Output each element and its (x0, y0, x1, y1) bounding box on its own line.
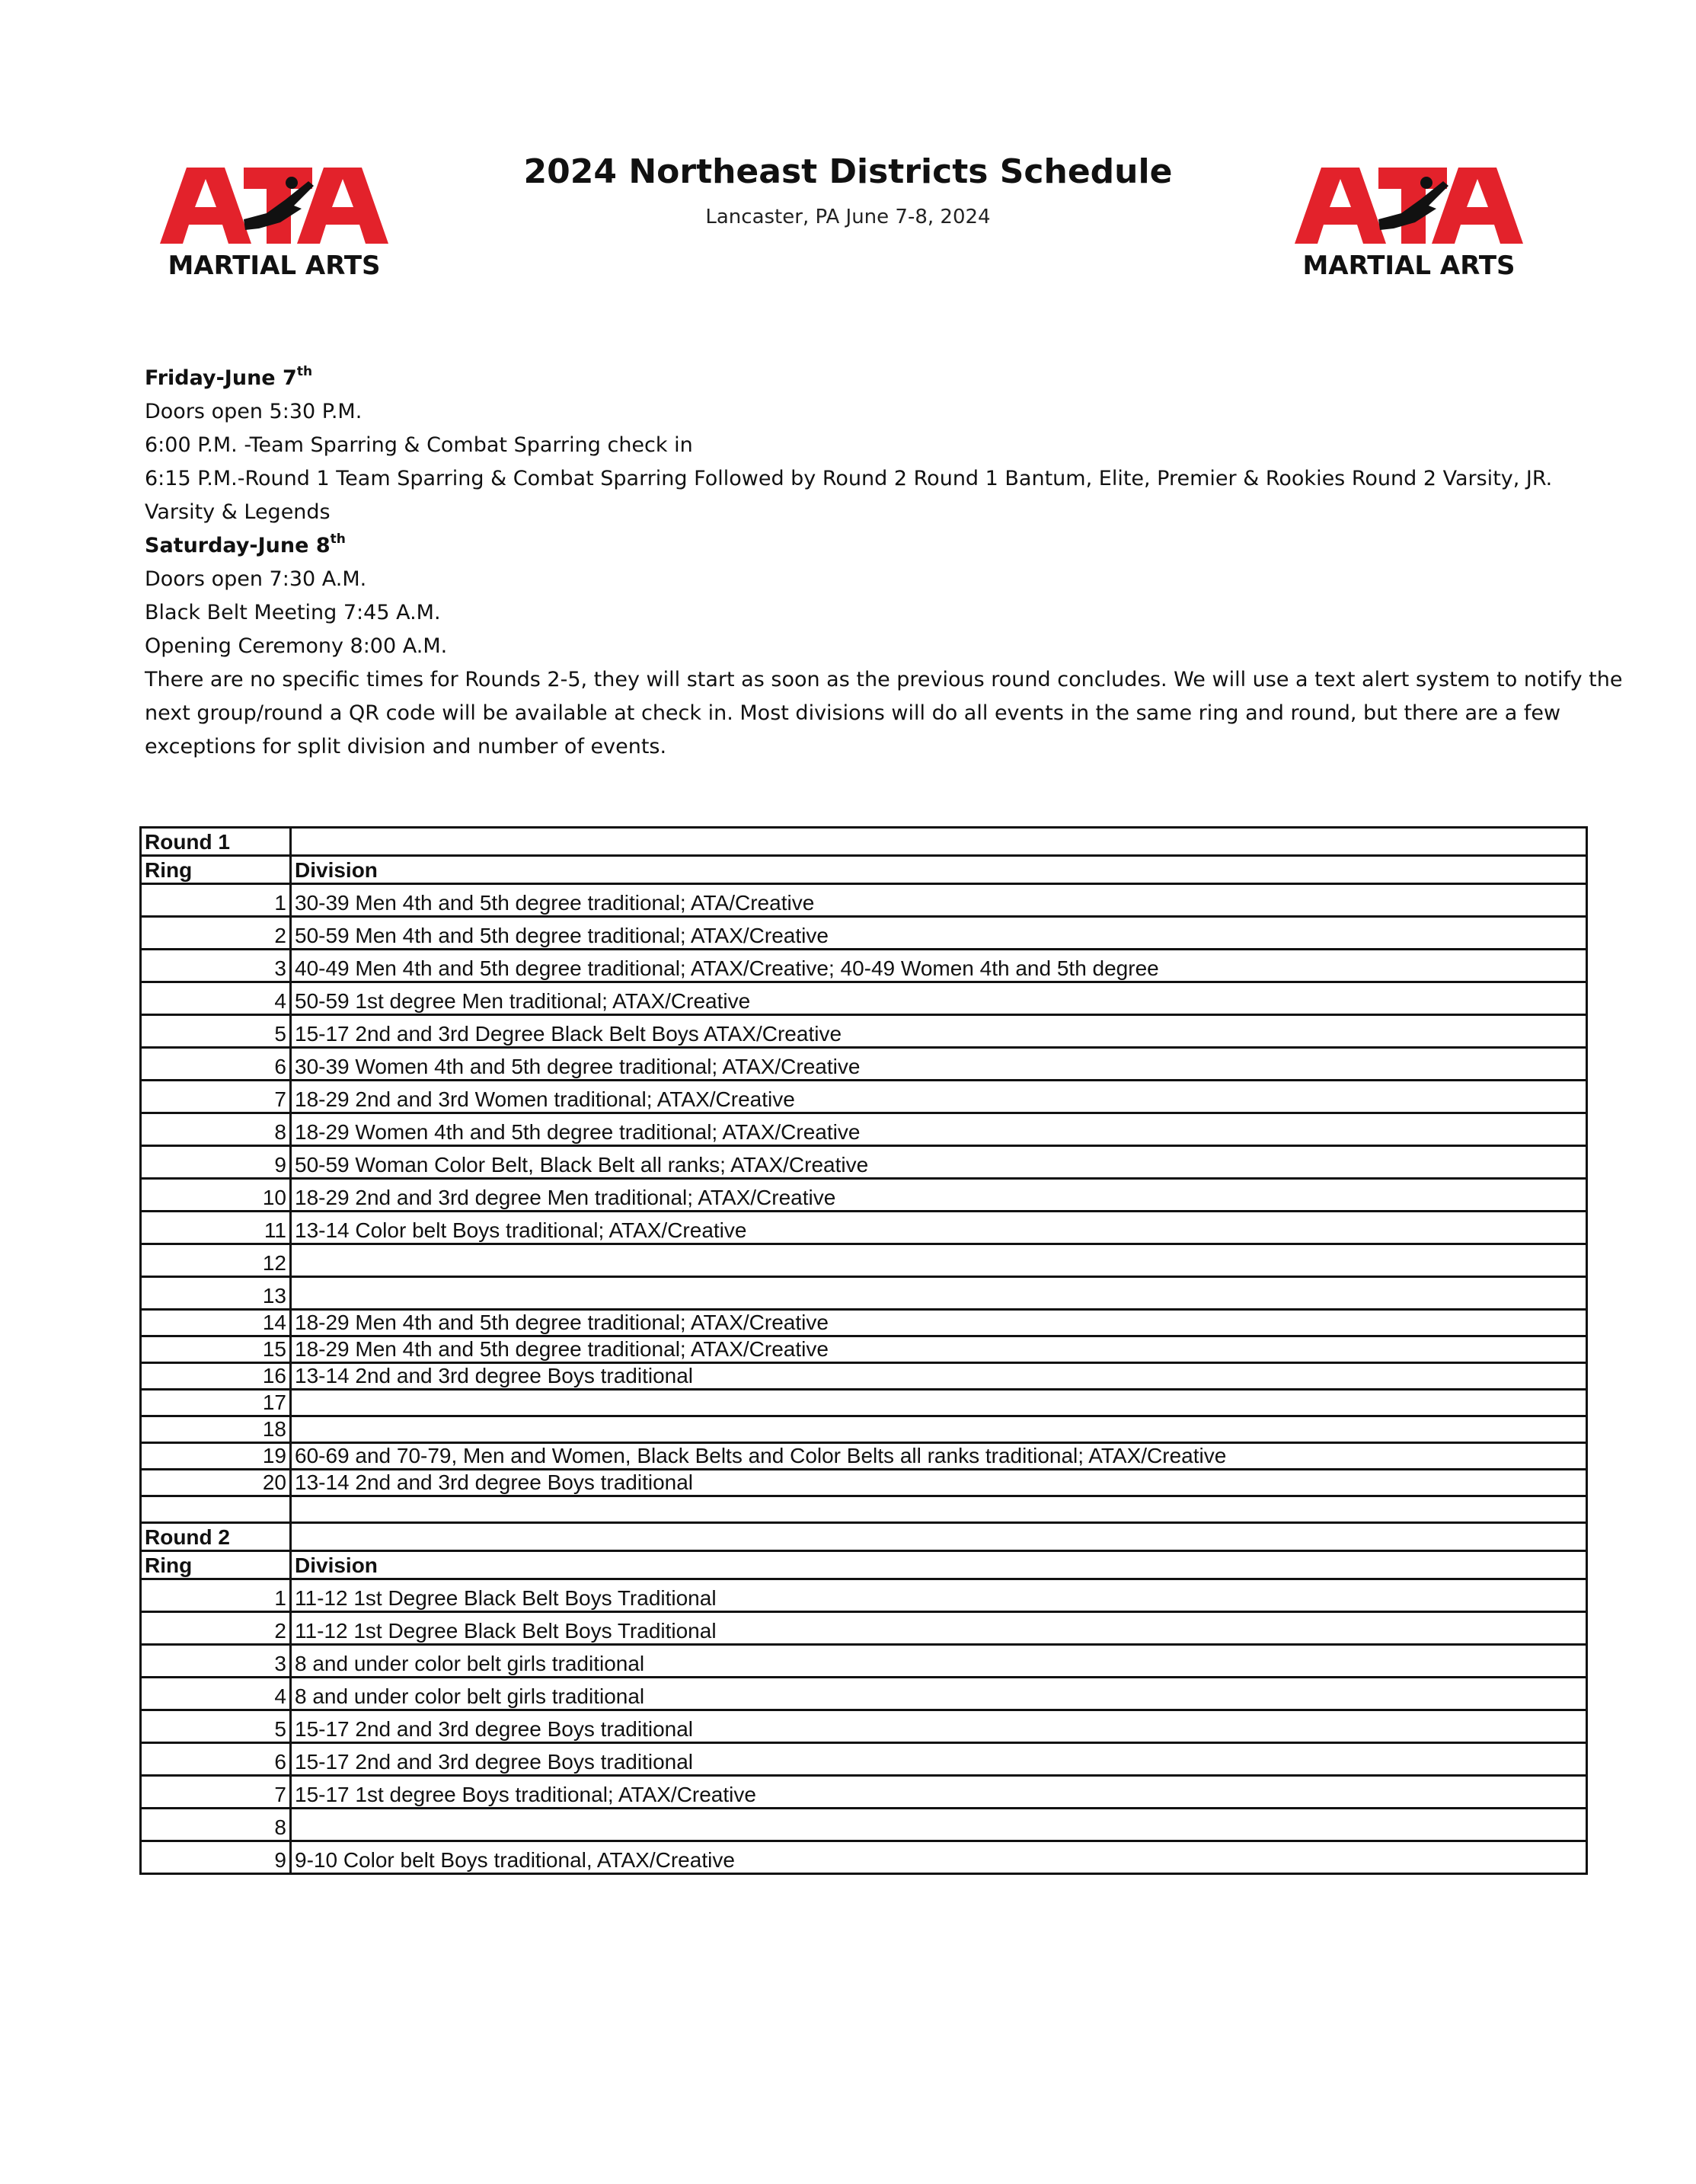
ring-number: 12 (141, 1244, 291, 1277)
division-cell: 15-17 2nd and 3rd degree Boys traditional (291, 1743, 1587, 1776)
division-cell (291, 1244, 1587, 1277)
division-cell: 40-49 Men 4th and 5th degree traditional; ATAX/Creative; 40-49 Women 4th and 5th degree (291, 950, 1587, 982)
division-cell: 18-29 2nd and 3rd degree Men traditional; ATAX/Creative (291, 1179, 1587, 1212)
division-cell: 18-29 2nd and 3rd Women traditional; ATAX/Creative (291, 1081, 1587, 1113)
round-label-row (141, 828, 1587, 856)
page-title: 2024 Northeast Districts Schedule (523, 152, 1173, 191)
division-cell: 18-29 Men 4th and 5th degree traditional; ATAX/Creative (291, 1310, 1587, 1336)
division-cell: 18-29 Men 4th and 5th degree traditional; ATAX/Creative (291, 1336, 1587, 1363)
ring-number: 3 (141, 1645, 291, 1678)
table-row (141, 1443, 1587, 1470)
table-row (141, 1579, 1587, 1612)
friday-heading: Friday-June 7th (145, 364, 313, 390)
division-cell: 11-12 1st Degree Black Belt Boys Traditional (291, 1612, 1587, 1645)
ring-number: 8 (141, 1113, 291, 1146)
division-cell: 15-17 2nd and 3rd degree Boys traditional (291, 1710, 1587, 1743)
table-row (141, 1179, 1587, 1212)
table-row (141, 1212, 1587, 1244)
ring-number: 7 (141, 1776, 291, 1809)
division-header: Division (291, 856, 1587, 884)
ring-number: 11 (141, 1212, 291, 1244)
ring-number: 2 (141, 1612, 291, 1645)
table-row (141, 1081, 1587, 1113)
ring-number: 8 (141, 1809, 291, 1841)
division-cell: 30-39 Men 4th and 5th degree traditional; ATA/Creative (291, 884, 1587, 917)
table-row (141, 982, 1587, 1015)
division-cell: 50-59 Woman Color Belt, Black Belt all ranks; ATAX/Creative (291, 1146, 1587, 1179)
saturday-line: Black Belt Meeting 7:45 A.M. (145, 601, 441, 624)
ring-header: Ring (141, 856, 291, 884)
ring-number: 1 (141, 1579, 291, 1612)
division-cell: 15-17 2nd and 3rd Degree Black Belt Boys ATAX/Creative (291, 1015, 1587, 1048)
table-row (141, 1743, 1587, 1776)
saturday-line: exceptions for split division and number of events. (145, 735, 667, 758)
table-row (141, 950, 1587, 982)
table-row (141, 1310, 1587, 1336)
division-cell (291, 1809, 1587, 1841)
svg-text:MARTIAL ARTS: MARTIAL ARTS (1302, 251, 1516, 281)
table-row (141, 1390, 1587, 1416)
table-row (141, 1363, 1587, 1390)
round1-label: Round 1 (141, 828, 291, 856)
ring-header: Ring (141, 1551, 291, 1579)
division-cell: 9-10 Color belt Boys traditional, ATAX/Creative (291, 1841, 1587, 1874)
division-cell (291, 1277, 1587, 1310)
table-row (141, 1416, 1587, 1443)
ring-number: 19 (141, 1443, 291, 1470)
table-row (141, 1841, 1587, 1874)
table-row (141, 1470, 1587, 1496)
ring-number: 6 (141, 1743, 291, 1776)
ring-number: 6 (141, 1048, 291, 1081)
ring-number: 2 (141, 917, 291, 950)
schedule-table (139, 826, 1588, 1875)
ring-number: 20 (141, 1470, 291, 1496)
division-cell: 13-14 2nd and 3rd degree Boys traditional (291, 1363, 1587, 1390)
table-row (141, 1113, 1587, 1146)
empty-cell (141, 1496, 291, 1523)
table-row (141, 917, 1587, 950)
ring-number: 4 (141, 1678, 291, 1710)
spacer-row (141, 1496, 1587, 1523)
saturday-line: There are no specific times for Rounds 2-5, they will start as soon as the previous round concludes. We will use a text alert system to notify the (145, 668, 1623, 691)
division-cell (291, 1390, 1587, 1416)
empty-cell (291, 828, 1587, 856)
division-cell: 50-59 1st degree Men traditional; ATAX/Creative (291, 982, 1587, 1015)
page-subtitle: Lancaster, PA June 7-8, 2024 (705, 206, 991, 228)
ring-number: 1 (141, 884, 291, 917)
round2-label: Round 2 (141, 1523, 291, 1551)
division-cell: 18-29 Women 4th and 5th degree traditional; ATAX/Creative (291, 1113, 1587, 1146)
table-row (141, 1645, 1587, 1678)
saturday-line: next group/round a QR code will be available at check in. Most divisions will do all events in the same ring and round, but there are a few (145, 701, 1561, 725)
ring-number: 7 (141, 1081, 291, 1113)
ring-number: 13 (141, 1277, 291, 1310)
ring-number: 18 (141, 1416, 291, 1443)
division-cell (291, 1416, 1587, 1443)
ring-number: 14 (141, 1310, 291, 1336)
table-row (141, 1015, 1587, 1048)
ring-number: 5 (141, 1710, 291, 1743)
friday-line: Varsity & Legends (145, 500, 331, 524)
division-cell: 15-17 1st degree Boys traditional; ATAX/Creative (291, 1776, 1587, 1809)
table-row (141, 1612, 1587, 1645)
friday-line: Doors open 5:30 P.M. (145, 400, 363, 423)
empty-cell (291, 1523, 1587, 1551)
division-header: Division (291, 1551, 1587, 1579)
friday-line: 6:15 P.M.-Round 1 Team Sparring & Combat Sparring Followed by Round 2 Round 1 Bantum, Elite, Premier & Rookies Round 2 Varsity, JR. (145, 467, 1553, 490)
table-row (141, 1678, 1587, 1710)
header-row (141, 1551, 1587, 1579)
division-cell: 8 and under color belt girls traditional (291, 1678, 1587, 1710)
ring-number: 5 (141, 1015, 291, 1048)
table-row (141, 884, 1587, 917)
empty-cell (291, 1496, 1587, 1523)
table-row (141, 1048, 1587, 1081)
ring-number: 17 (141, 1390, 291, 1416)
division-cell: 30-39 Women 4th and 5th degree traditional; ATAX/Creative (291, 1048, 1587, 1081)
table-row (141, 1710, 1587, 1743)
table-row (141, 1336, 1587, 1363)
schedule-notes (145, 362, 1637, 764)
round-label-row (141, 1523, 1587, 1551)
saturday-line: Opening Ceremony 8:00 A.M. (145, 634, 448, 658)
ring-number: 15 (141, 1336, 291, 1363)
division-cell: 13-14 2nd and 3rd degree Boys traditional (291, 1470, 1587, 1496)
division-cell: 13-14 Color belt Boys traditional; ATAX/Creative (291, 1212, 1587, 1244)
ring-number: 3 (141, 950, 291, 982)
division-cell: 8 and under color belt girls traditional (291, 1645, 1587, 1678)
saturday-heading: Saturday-June 8th (145, 532, 346, 557)
ring-number: 4 (141, 982, 291, 1015)
table-row (141, 1776, 1587, 1809)
division-cell: 50-59 Men 4th and 5th degree traditional; ATAX/Creative (291, 917, 1587, 950)
table-row (141, 1277, 1587, 1310)
ring-number: 9 (141, 1146, 291, 1179)
header-row (141, 856, 1587, 884)
saturday-line: Doors open 7:30 A.M. (145, 567, 367, 591)
division-cell: 11-12 1st Degree Black Belt Boys Traditional (291, 1579, 1587, 1612)
ring-number: 16 (141, 1363, 291, 1390)
ring-number: 9 (141, 1841, 291, 1874)
ring-number: 10 (141, 1179, 291, 1212)
table-row (141, 1146, 1587, 1179)
division-cell: 60-69 and 70-79, Men and Women, Black Belts and Color Belts all ranks traditional; ATAX/Creative (291, 1443, 1587, 1470)
svg-text:MARTIAL ARTS: MARTIAL ARTS (168, 251, 381, 281)
friday-line: 6:00 P.M. -Team Sparring & Combat Sparring check in (145, 433, 693, 457)
table-row (141, 1809, 1587, 1841)
table-row (141, 1244, 1587, 1277)
